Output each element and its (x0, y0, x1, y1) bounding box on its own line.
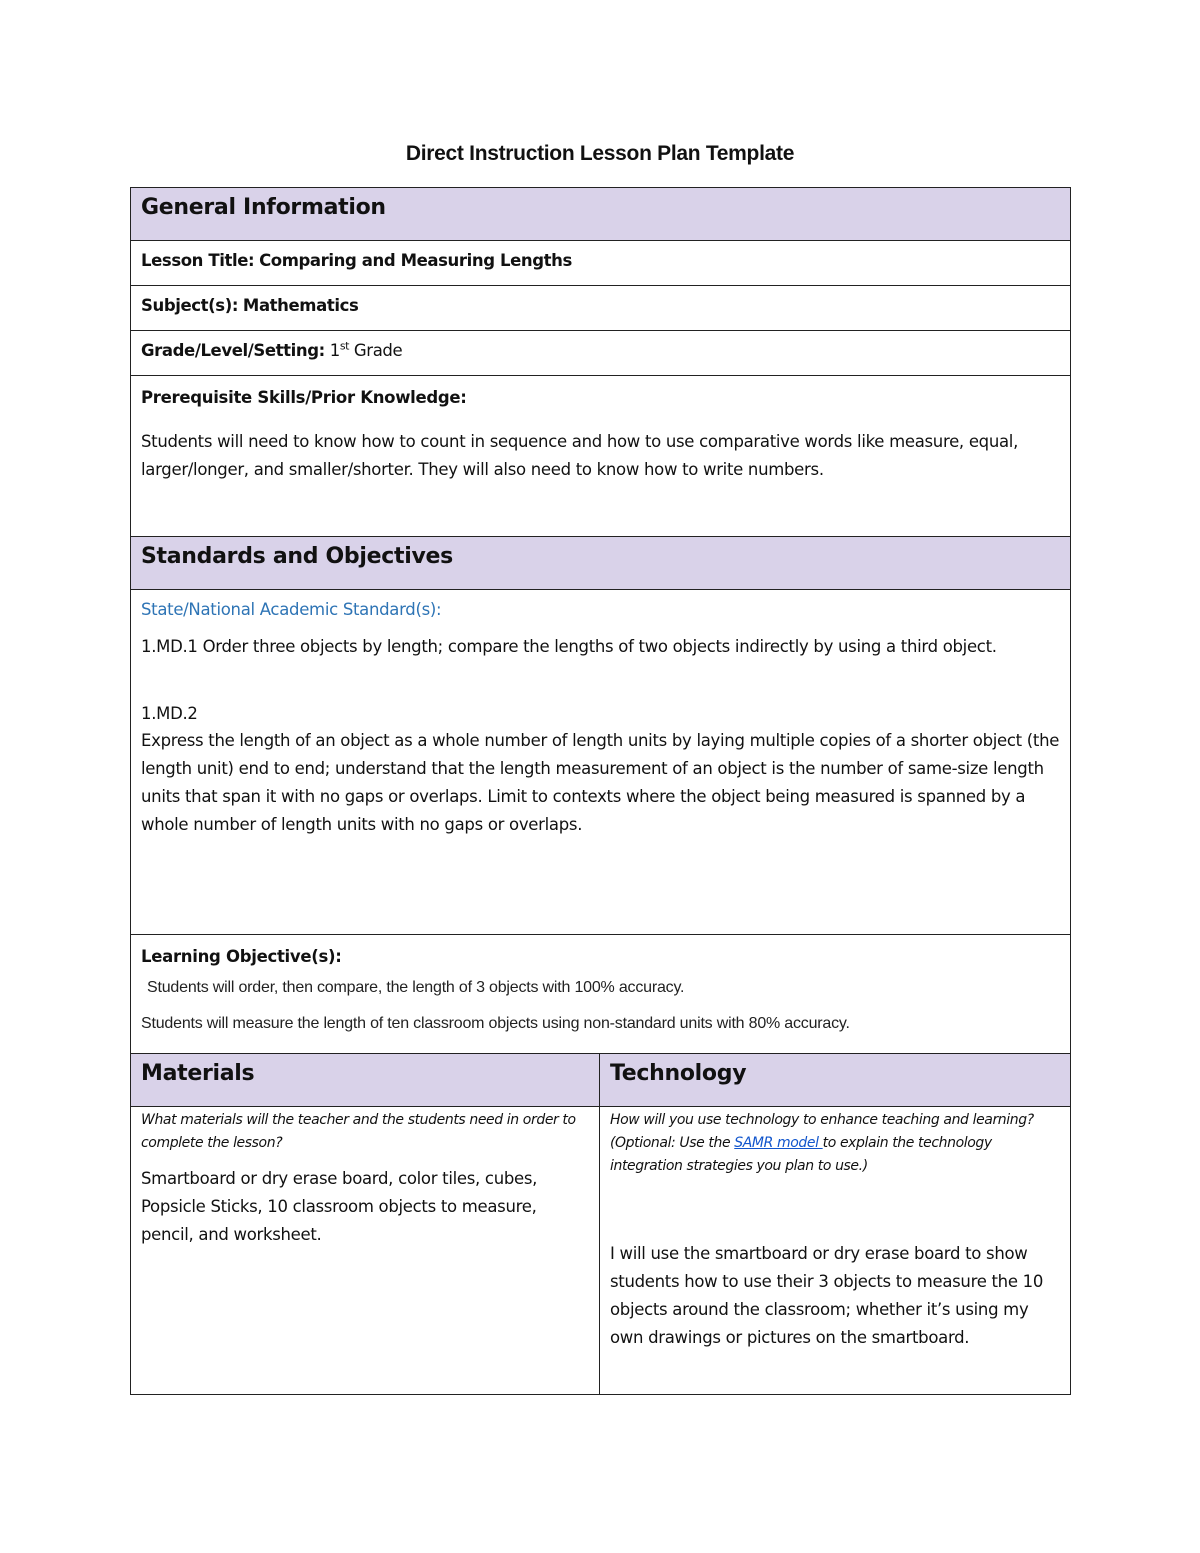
general-information-header: General Information (131, 188, 1071, 241)
materials-cell (131, 1107, 600, 1395)
subject-value: Mathematics (242, 296, 359, 315)
standards-objectives-header: Standards and Objectives (131, 537, 1071, 590)
learning-objectives-cell (131, 935, 1071, 1054)
learning-objective-2: Students will measure the length of ten classroom objects using non-standard units with 80% accuracy. (141, 1015, 850, 1032)
materials-answer: Smartboard or dry erase board, color tiles, cubes, Popsicle Sticks, 10 classroom objects to measure, pencil, and worksheet. (141, 1169, 538, 1244)
materials-header: Materials (131, 1054, 600, 1107)
lesson-plan-table (130, 187, 1071, 1395)
lesson-title-label: Lesson Title: (141, 251, 255, 270)
grade-value-number: 1 (329, 341, 340, 360)
lesson-title-row (131, 241, 1071, 286)
technology-cell (600, 1107, 1071, 1395)
learning-objective-label: Learning Objective(s): (141, 947, 342, 966)
learning-objective-1: Students will order, then compare, the length of 3 objects with 100% accuracy. (147, 979, 685, 996)
standard-md2-text: Express the length of an object as a whole number of length units by laying multiple copies of a shorter object (the length unit) end to end; understand that the length measurement of an object is the number of same-size length units that span it with no gaps or overlaps. Limit to contexts where the object being measured is spanned by a whole number of length units with no gaps or overlaps. (141, 731, 1060, 834)
subject-row (131, 286, 1071, 331)
grade-value-ordinal: st (339, 339, 350, 353)
prerequisite-label: Prerequisite Skills/Prior Knowledge: (141, 388, 467, 407)
prerequisite-cell (131, 376, 1071, 537)
document-title: Direct Instruction Lesson Plan Template (405, 142, 795, 165)
standard-label: State/National Academic Standard(s): (141, 600, 442, 619)
subject-label: Subject(s): (141, 296, 239, 315)
prerequisite-text: Students will need to know how to count in sequence and how to use comparative words like measure, equal, larger/longer, and smaller/shorter. They will also need to know how to write numbers. (141, 432, 1019, 479)
grade-row (131, 331, 1071, 376)
technology-prompt-before: How will you use technology to enhance teaching and learning? (Optional: Use the (610, 1112, 1034, 1151)
samr-model-link[interactable]: SAMR model (734, 1135, 823, 1151)
grade-value-suffix: Grade (353, 341, 403, 360)
standard-md1: 1.MD.1 Order three objects by length; compare the lengths of two objects indirectly by using a third object. (141, 637, 997, 656)
lesson-title-value: Comparing and Measuring Lengths (259, 251, 572, 270)
grade-label: Grade/Level/Setting: (141, 341, 325, 360)
materials-prompt: What materials will the teacher and the students need in order to complete the lesson? (141, 1112, 576, 1151)
technology-prompt (610, 1109, 1060, 1178)
technology-answer: I will use the smartboard or dry erase board to show students how to use their 3 objects to measure the 10 objects around the classroom; whether it’s using my own drawings or pictures on the smartboard. (610, 1244, 1044, 1347)
standard-md2-code: 1.MD.2 (141, 704, 198, 723)
standards-cell (131, 590, 1071, 935)
technology-prompt-after: to explain the technology integration strategies you plan to use.) (610, 1135, 992, 1174)
technology-header: Technology (600, 1054, 1071, 1107)
